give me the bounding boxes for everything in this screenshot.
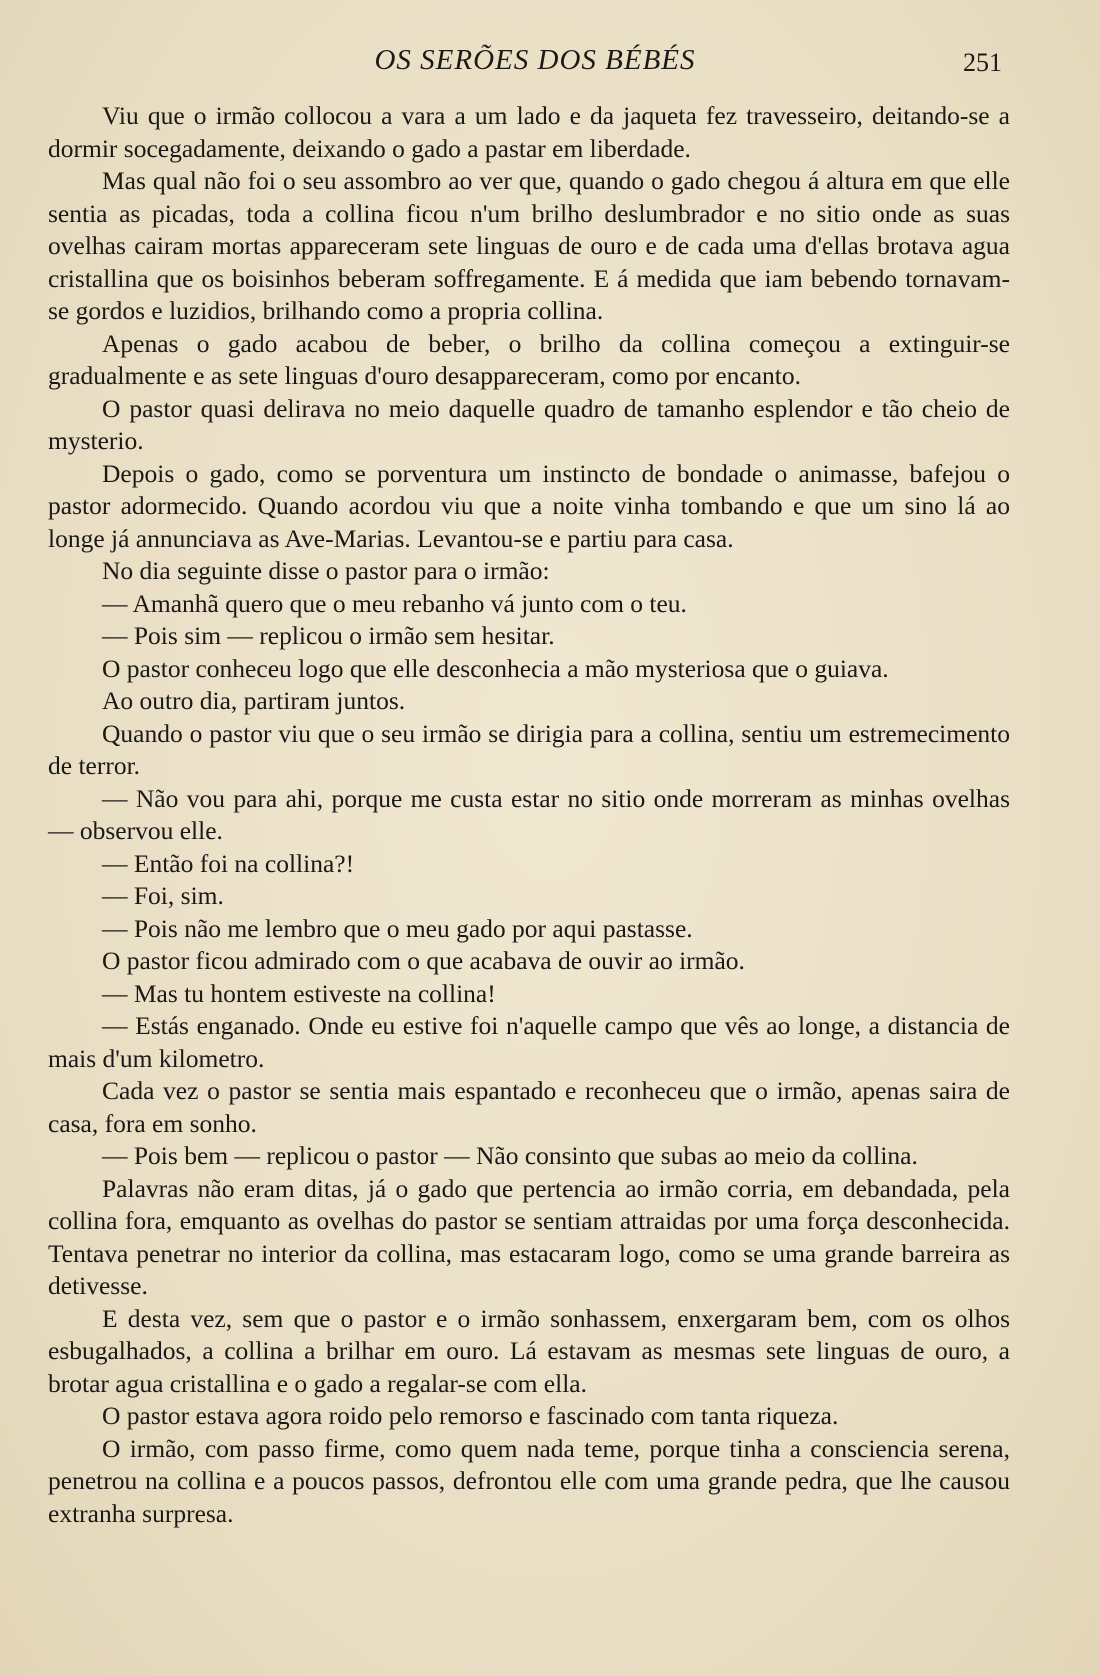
- paragraph: Ao outro dia, partiram juntos.: [102, 686, 406, 715]
- dialogue-line: — Pois não me lembro que o meu gado por aqui pastasse.: [102, 913, 693, 943]
- paragraph: Viu que o irmão collocou a vara a um lado e da jaqueta fez travesseiro, deitando-se a dormir socegadamente, deixando o gado a pastar em liberdade.: [48, 101, 1010, 163]
- paragraph: O pastor conheceu logo que elle desconhecia a mão mysteriosa que o guiava.: [102, 653, 889, 683]
- paragraph: O pastor estava agora roido pelo remorso e fascinado com tanta riqueza.: [102, 1401, 839, 1430]
- dialogue-line: — Pois sim — replicou o irmão sem hesitar.: [102, 621, 555, 650]
- dialogue-line: — Foi, sim.: [102, 881, 224, 910]
- paragraph: No dia seguinte disse o pastor para o irmão:: [102, 556, 550, 585]
- paragraph: Quando o pastor viu que o seu irmão se dirigia para a collina, sentiu um estremecimento de terror.: [48, 718, 1010, 780]
- dialogue-line: — Amanhã quero que o meu rebanho vá junto com o teu.: [102, 588, 687, 618]
- paragraph: E desta vez, sem que o pastor e o irmão sonhassem, enxergaram bem, com os olhos esbugalhados, a collina a brilhar em ouro. Lá estavam as mesmas sete linguas de ouro, a brotar agua cristallina e o gado a regalar-se com ella.: [48, 1303, 1010, 1398]
- body-text: [48, 100, 1010, 1530]
- paragraph: Apenas o gado acabou de beber, o brilho da collina começou a extinguir-se gradualmente e as sete linguas d'ouro desappareceram, como por encanto.: [48, 328, 1010, 390]
- dialogue-line: — Pois bem — replicou o pastor — Não consinto que subas ao meio da collina.: [102, 1141, 918, 1170]
- dialogue-line: — Estás enganado. Onde eu estive foi n'aquelle campo que vês ao longe, a distancia de mais d'um kilometro.: [48, 1011, 1010, 1073]
- running-title: OS SERÕES DOS BÉBÉS: [374, 44, 696, 76]
- dialogue-line: — Não vou para ahi, porque me custa estar no sitio onde morreram as minhas ovelhas — observou elle.: [48, 783, 1010, 845]
- paragraph: Mas qual não foi o seu assombro ao ver que, quando o gado chegou á altura em que elle sentia as picadas, toda a collina ficou n'um brilho deslumbrador e no sitio onde as suas ovelhas cairam mortas appareceram sete linguas de ouro e de cada uma d'ellas brotava agua cristallina que os boisinhos beberam soffregamente. E á medida que iam bebendo tornavam-se gordos e luzidios, brilhando como a propria collina.: [48, 166, 1010, 325]
- paragraph: Palavras não eram ditas, já o gado que pertencia ao irmão corria, em debandada, pela collina fora, emquanto as ovelhas do pastor se sentiam attraidas por uma força desconhecida. Tentava penetrar no interior da collina, mas estacaram logo, como se uma grande barreira as detivesse.: [48, 1173, 1010, 1300]
- paragraph: Depois o gado, como se porventura um instincto de bondade o animasse, bafejou o pastor adormecido. Quando acordou viu que a noite vinha tombando e que um sino lá ao longe já annunciava as Ave-Marias. Levantou-se e partiu para casa.: [48, 458, 1010, 553]
- paragraph: Cada vez o pastor se sentia mais espantado e reconheceu que o irmão, apenas saira de casa, fora em sonho.: [48, 1076, 1010, 1138]
- dialogue-line: — Mas tu hontem estiveste na collina!: [102, 978, 496, 1008]
- paragraph: O pastor quasi delirava no meio daquelle quadro de tamanho esplendor e tão cheio de mysterio.: [48, 393, 1010, 455]
- page-header: [0, 44, 1100, 84]
- paragraph: O irmão, com passo firme, como quem nada teme, porque tinha a consciencia serena, penetrou na collina e a poucos passos, defrontou elle com uma grande pedra, que lhe causou extranha surpresa.: [48, 1433, 1010, 1528]
- paragraph: O pastor ficou admirado com o que acabava de ouvir ao irmão.: [102, 946, 745, 975]
- page-number: 251: [963, 48, 1002, 77]
- dialogue-line: — Então foi na collina?!: [102, 848, 355, 878]
